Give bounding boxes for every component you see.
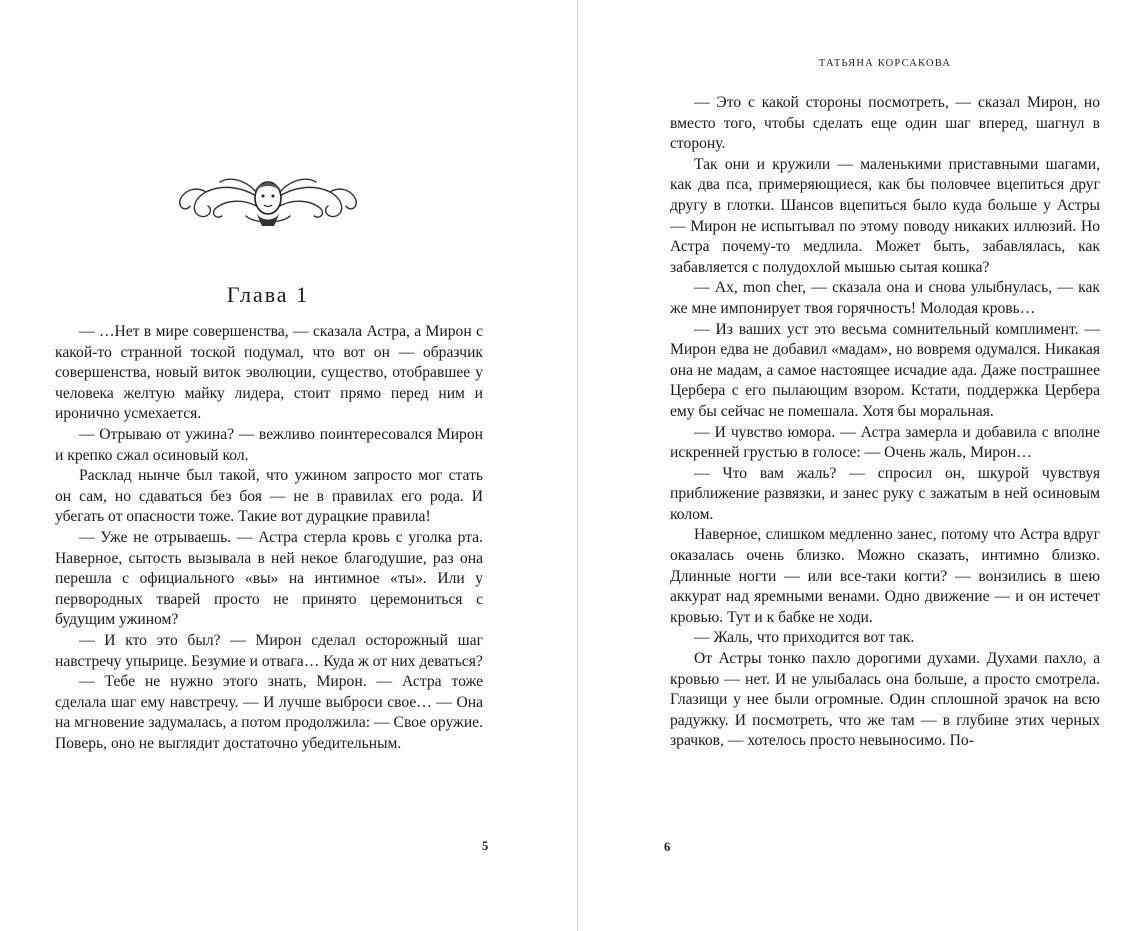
paragraph: — Ах, mon cher, — сказала она и снова улыбнулась, — как же мне импонирует твоя горячность! Молодая кровь… [670,279,1100,317]
paragraph: — Отрываю от ужина? — вежливо поинтересовался Мирон и крепко сжал осиновый кол. [55,425,483,464]
paragraph: Наверное, слишком медленно занес, потому что Астра вдруг оказалась очень близко. Можно сказать, интимно близко. Длинные ногти — или все-таки когти? — вонзились в шею аккурат над яремными венами. Одно движение — и он истечет кровью. Тут и к бабке не ходи. [670,526,1100,626]
running-head-author: ТАТЬЯНА КОРСАКОВА [818,58,952,69]
paragraph: — …Нет в мире совершенства, — сказала Астра, а Мирон с какой-то странной тоской подумал, что вот он — образчик совершенства, новый виток эволюции, существо, отобравшее у человека желтую майку лидера, стоит прямо перед ним и иронично усмехается. [55,323,483,423]
paragraph: — Уже не отрываешь. — Астра стерла кровь с уголка рта. Наверное, сытость вызывала в ней некое благодушие, раз она перешла с официального «вы» на интимное «ты». Или у первородных тварей просто не принято церемониться с будущим ужином? [55,528,483,629]
page-number-left: 5 [482,839,489,853]
paragraph: Расклад нынче был такой, что ужином запросто мог стать он сам, но сдаваться без боя — не в правилах его рода. И убегать от опасности тоже. Такие вот дурацкие правила! [55,467,483,526]
paragraph: — Это с какой стороны посмотреть, — сказал Мирон, но вместо того, чтобы сделать еще один шаг вперед, шагнул в сторону. [670,94,1100,153]
paragraph: — И чувство юмора. — Астра замерла и добавила с вполне искренней грустью в голосе: — Очень жаль, Мирон… [670,423,1100,462]
paragraph: — Что вам жаль? — спросил он, шкурой чувствуя приближение развязки, и занес руку с зажатым в ней осиновым колом. [670,464,1100,523]
page-number-right: 6 [664,840,671,854]
right-page-body-text [670,93,1100,752]
paragraph: — И кто это был? — Мирон сделал осторожный шаг навстречу упырице. Безумие и отвага… Куда ж от них деваться? [55,631,483,670]
chapter-title: Глава 1 [226,282,310,307]
left-page-body-text [55,322,483,754]
paragraph: — Тебе не нужно этого знать, Мирон. — Астра тоже сделала шаг ему навстречу. — И лучше выброси свое… — Она на мгновение задумалась, а потом продолжила: — Свое оружие. Поверь, оно не выглядит достаточно убедительным. [55,673,483,752]
paragraph: — Из ваших уст это весьма сомнительный комплимент. — Мирон едва не добавил «мадам», но вовремя одумался. Никакая она не мадам, а самое настоящее исчадие ада. Даже пострашнее Цербера с его пылающим взором. Кстати, поддержка Цербера ему бы сейчас не помешала. Хотя бы моральная. [670,320,1100,420]
paragraph: — Жаль, что приходится вот так. [694,629,915,647]
paragraph: Так они и кружили — маленькими приставными шагами, как два пса, примеряющиеся, как бы половчее вцепиться друг другу в глотки. Шансов вцепиться было куда больше у Астры — Мирон не испытывал по этому поводу никаких иллюзий. Но Астра почему-то медлила. Может быть, забавлялась, как забавляется с полудохлой мышью сытая кошка? [670,155,1100,276]
paragraph: От Астры тонко пахло дорогими духами. Духами пахло, а кровью — нет. И не улыбалась она больше, а просто смотрела. Глазищи у нее были огромные. Один сплошной зрачок на всю радужку. И посмотреть, что же там — в глубине этих черных зрачков, — хотелось просто невыносимо. По- [670,650,1100,750]
baroque-cherub-ornament-icon [176,172,360,228]
